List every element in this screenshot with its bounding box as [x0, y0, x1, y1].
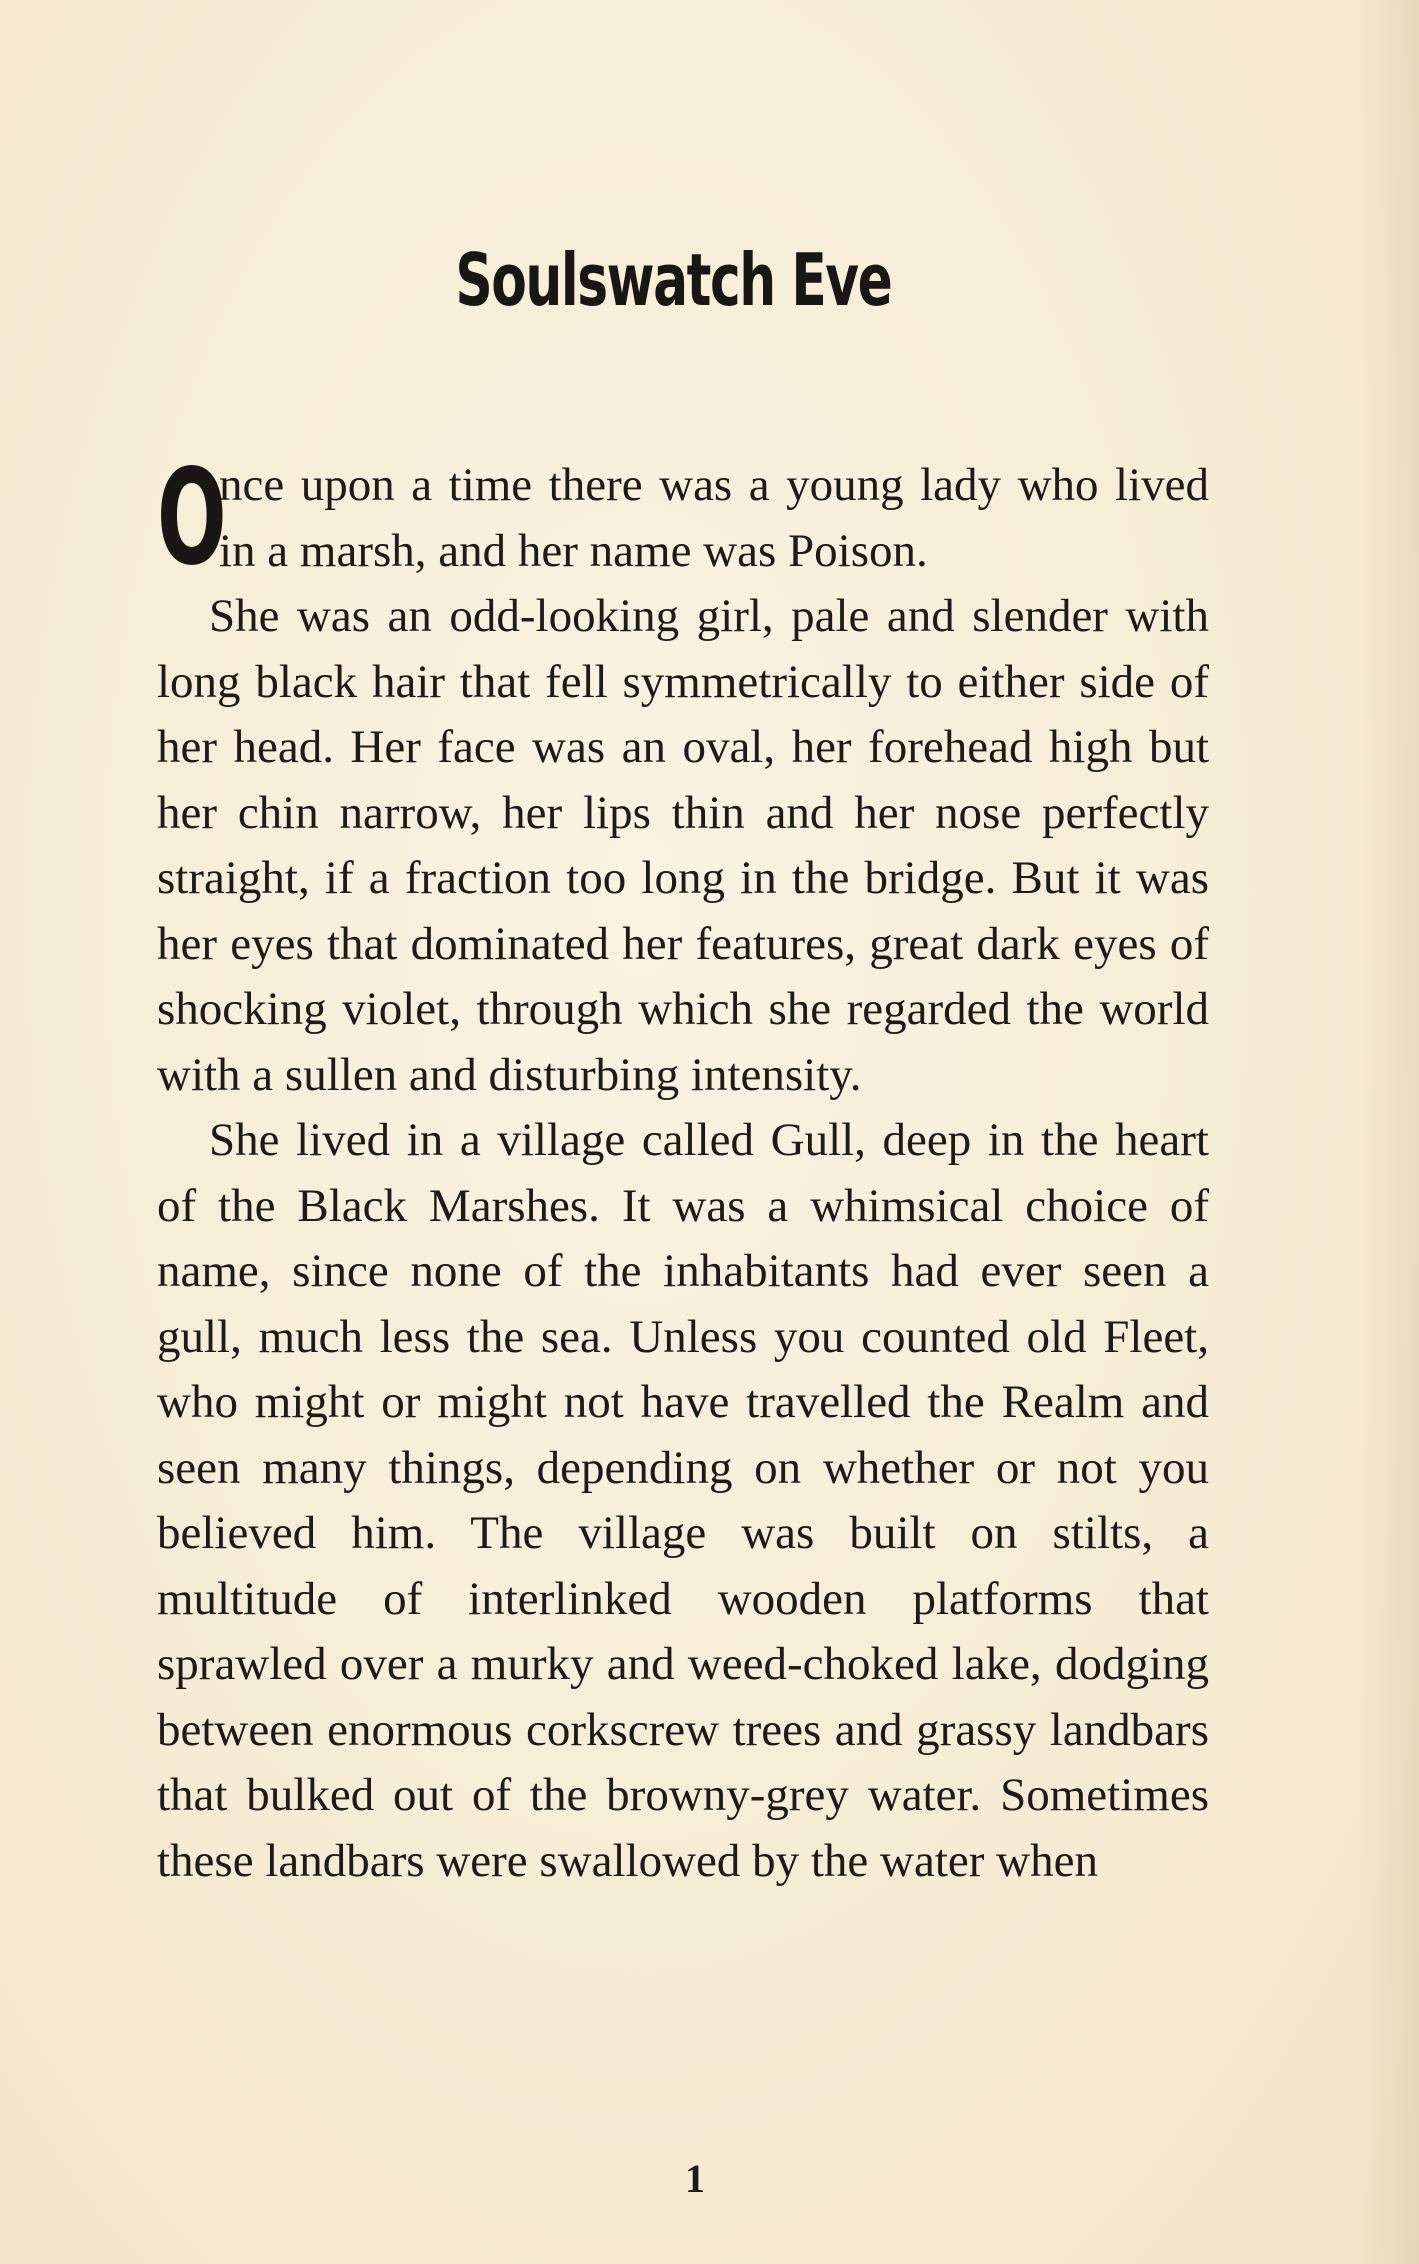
- paragraph-1: [157, 441, 1209, 595]
- paragraph-2: She was an odd-looking girl, pale and slender with long black hair that fell symmetrically to either side of her head. Her face was an oval, her forehead high but her chin narrow, her lips thin and her nose perfectly straight, if a fraction too long in the bridge. But it was her eyes that dominated her features, great dark eyes of shocking violet, through which she regarded the world with a sullen and disturbing intensity.: [157, 590, 1209, 1101]
- paragraph-3: She lived in a village called Gull, deep in the heart of the Black Marshes. It was a whimsical choice of name, since none of the inhabitants had ever seen a gull, much less the sea. Unless you counted old Fleet, who might or might not have travelled the Realm and seen many things, depending on whether or not you believed him. The village was built on stilts, a multitude of interlinked wooden platforms that sprawled over a murky and weed-choked lake, dodging between enormous corkscrew trees and grassy landbars that bulked out of the browny-grey water. Sometimes these landbars were swallowed by the water when: [157, 1114, 1209, 1887]
- page-edge-shadow: [1359, 0, 1419, 2264]
- page-number: 1: [685, 2156, 705, 2201]
- drop-cap: O: [157, 441, 227, 595]
- chapter-title: Soulswatch Eve: [455, 238, 892, 322]
- body-text: [157, 441, 1209, 1894]
- paragraph-1-text: nce upon a time there was a young lady who lived in a marsh, and her name was Poison.: [219, 459, 1209, 577]
